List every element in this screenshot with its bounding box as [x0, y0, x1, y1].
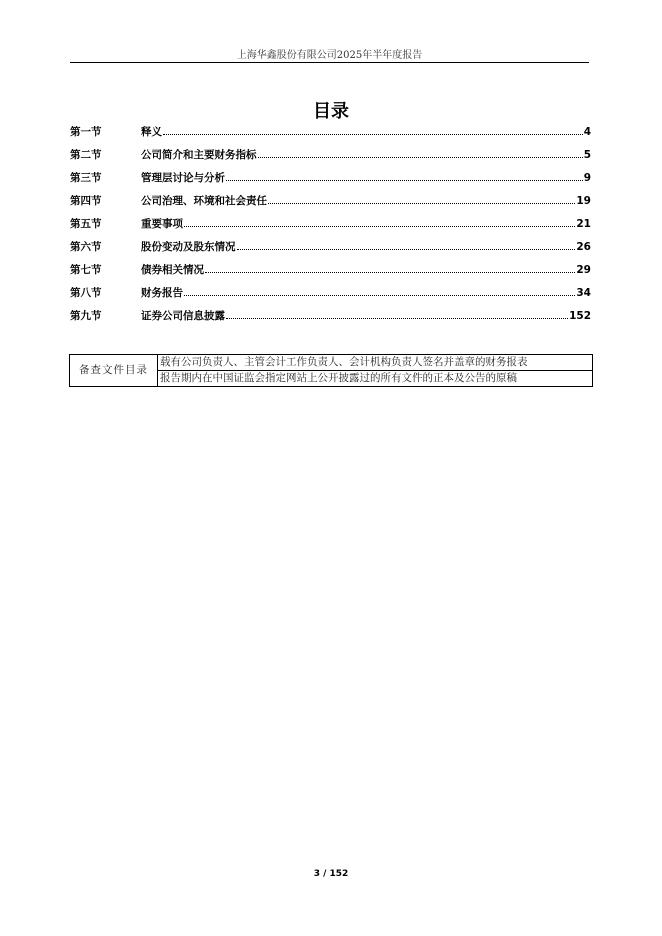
toc-section-number: 第七节: [70, 264, 102, 276]
toc-entry-5[interactable]: [70, 212, 591, 235]
toc-leader-dots: [268, 203, 575, 204]
toc-leader-dots: [184, 295, 575, 296]
toc-entry-1[interactable]: [70, 120, 591, 143]
table-of-contents: [70, 120, 591, 327]
header-divider: [70, 62, 589, 63]
toc-entry-8[interactable]: [70, 281, 591, 304]
toc-section-number: 第六节: [70, 241, 102, 253]
toc-section-title: 公司治理、环境和社会责任: [141, 195, 267, 207]
toc-page-number: 152: [569, 309, 591, 322]
toc-entry-4[interactable]: [70, 189, 591, 212]
page-header: 上海华鑫股份有限公司2025年半年度报告: [236, 50, 423, 61]
reference-documents-table: [69, 354, 593, 387]
toc-section-title: 释义: [141, 126, 162, 138]
toc-entry-9[interactable]: [70, 304, 591, 327]
toc-section-number: 第四节: [70, 195, 102, 207]
toc-page-number: 29: [576, 263, 591, 276]
toc-section-number: 第二节: [70, 149, 102, 161]
page-title: 目录: [313, 101, 349, 122]
toc-entry-2[interactable]: [70, 143, 591, 166]
toc-leader-dots: [258, 157, 583, 158]
toc-section-title: 债券相关情况: [141, 264, 204, 276]
toc-leader-dots: [184, 226, 575, 227]
reference-document-item: 报告期内在中国证监会指定网站上公开披露过的所有文件的正本及公告的原稿: [158, 371, 593, 387]
toc-section-title: 股份变动及股东情况: [141, 241, 236, 253]
toc-section-number: 第八节: [70, 287, 102, 299]
toc-section-title: 证券公司信息披露: [141, 310, 225, 322]
toc-section-title: 重要事项: [141, 218, 183, 230]
toc-page-number: 34: [576, 286, 591, 299]
toc-leader-dots: [226, 180, 583, 181]
toc-page-number: 5: [583, 148, 591, 161]
reference-documents-label: 备查文件目录: [70, 355, 158, 387]
reference-document-item: 载有公司负责人、主管会计工作负责人、会计机构负责人签名并盖章的财务报表: [158, 355, 593, 371]
toc-entry-3[interactable]: [70, 166, 591, 189]
toc-page-number: 4: [583, 125, 591, 138]
toc-section-title: 公司简介和主要财务指标: [141, 149, 257, 161]
toc-section-number: 第三节: [70, 172, 102, 184]
page-number: 3 / 152: [313, 869, 349, 879]
toc-section-number: 第九节: [70, 310, 102, 322]
toc-leader-dots: [237, 249, 576, 250]
toc-page-number: 19: [576, 194, 591, 207]
table-row: [70, 355, 593, 371]
toc-leader-dots: [163, 134, 583, 135]
toc-section-number: 第五节: [70, 218, 102, 230]
toc-section-number: 第一节: [70, 126, 102, 138]
toc-leader-dots: [205, 272, 575, 273]
toc-entry-7[interactable]: [70, 258, 591, 281]
toc-entry-6[interactable]: [70, 235, 591, 258]
toc-page-number: 26: [576, 240, 591, 253]
toc-page-number: 9: [583, 171, 591, 184]
toc-page-number: 21: [576, 217, 591, 230]
toc-section-title: 财务报告: [141, 287, 183, 299]
toc-leader-dots: [226, 318, 568, 319]
toc-section-title: 管理层讨论与分析: [141, 172, 225, 184]
